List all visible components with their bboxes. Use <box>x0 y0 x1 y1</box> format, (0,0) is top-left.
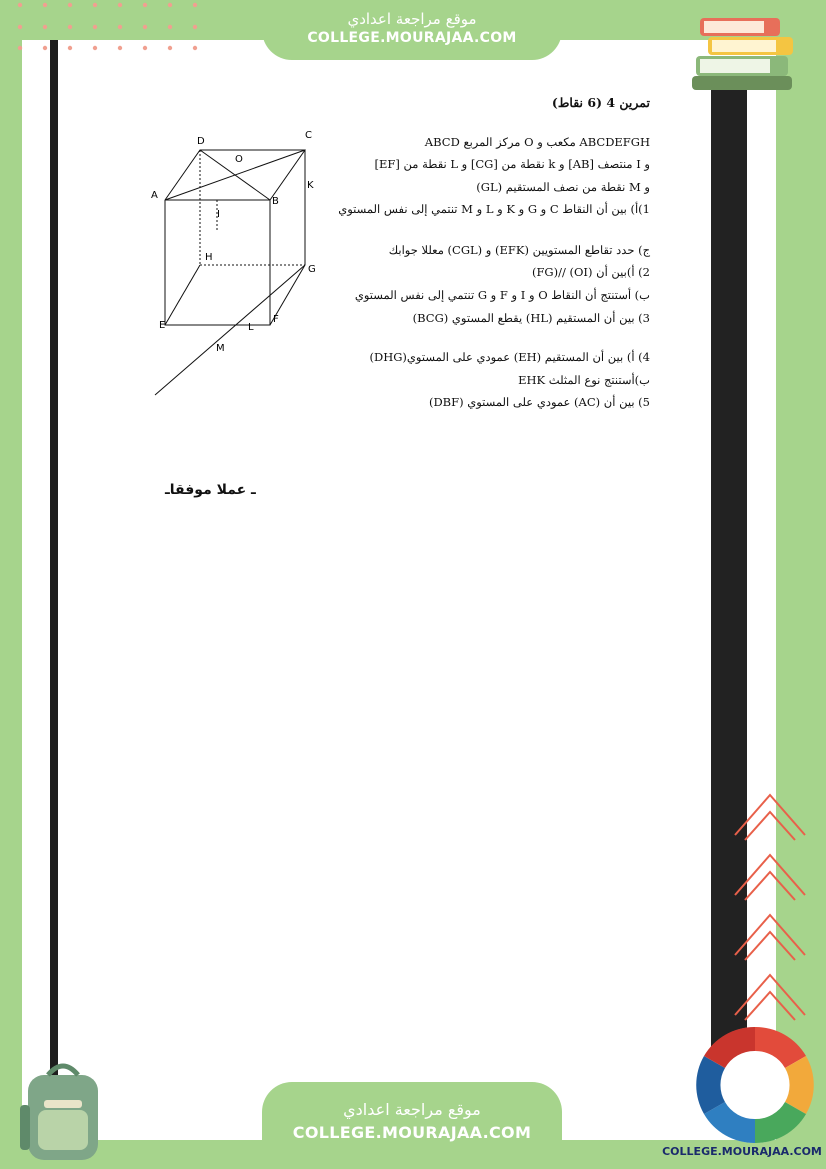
exercise-line: ب) أستنتج أن النقاط O و I و F و G تنتمي إلى نفس المستوي <box>354 288 650 302</box>
logo-url[interactable]: COLLEGE.MOURAJAA.COM <box>662 1145 822 1158</box>
header-banner <box>262 0 562 60</box>
chevron-up-icon <box>730 790 810 1040</box>
label-M: M <box>216 343 225 354</box>
footer-site-name: موقع مراجعة اعدادي <box>343 1100 481 1119</box>
exercise-line: 3) بين أن المستقيم (HL) يقطع المستوي (BCG) <box>412 311 650 325</box>
exercise-title: تمرين 4 (6 نقاط) <box>551 95 650 110</box>
label-H: H <box>205 252 213 263</box>
exercise-line: ب)أستنتج نوع المثلث EHK <box>518 373 650 387</box>
label-G: G <box>308 264 316 275</box>
site-logo-icon <box>690 1020 820 1165</box>
exercise-line: 1)أ) بين أن النقاط C و G و K و L و M تنتمي إلى نفس المستوي <box>338 202 650 216</box>
label-L: L <box>248 322 254 333</box>
label-C: C <box>305 130 312 141</box>
label-D: D <box>197 136 205 147</box>
label-F: F <box>273 314 279 325</box>
exercise-line: 5) بين أن (AC) عمودي على المستوي (DBF) <box>428 395 650 409</box>
exercise-line: 2) أ)بين أن (OI) //(FG) <box>531 265 650 279</box>
label-B: B <box>272 196 279 207</box>
exercise-line: و I منتصف [AB] و k نقطة من [CG] و L نقطة من [EF] <box>374 157 650 171</box>
exercise-line: ج) حدد تقاطع المستويين (EFK) و (CGL) معللا جوابك <box>388 243 650 257</box>
footer-banner <box>262 1082 562 1169</box>
label-O: O <box>235 154 243 165</box>
header-site-name: موقع مراجعة اعدادي <box>347 10 477 28</box>
label-K: K <box>307 180 314 191</box>
exercise-line: 4) أ) بين أن المستقيم (EH) عمودي على المستوي(DHG) <box>369 350 650 364</box>
label-E: E <box>159 320 166 331</box>
header-site-url[interactable]: COLLEGE.MOURAJAA.COM <box>307 30 517 46</box>
footer-site-url[interactable]: COLLEGE.MOURAJAA.COM <box>292 1123 532 1142</box>
signature-text: ـ عملا موفقاـ <box>165 482 256 498</box>
books-icon <box>690 10 810 95</box>
exercise-line: و M نقطة من نصف المستقيم (GL) <box>476 180 650 194</box>
cube-figure <box>145 120 335 400</box>
scan-left-border <box>50 40 58 1085</box>
label-I: I <box>217 209 220 220</box>
decorative-dots <box>0 0 210 60</box>
backpack-icon <box>8 1055 118 1165</box>
exercise-line: ABCDEFGH مكعب و O مركز المربع ABCD <box>424 135 650 149</box>
label-A: A <box>151 190 158 201</box>
